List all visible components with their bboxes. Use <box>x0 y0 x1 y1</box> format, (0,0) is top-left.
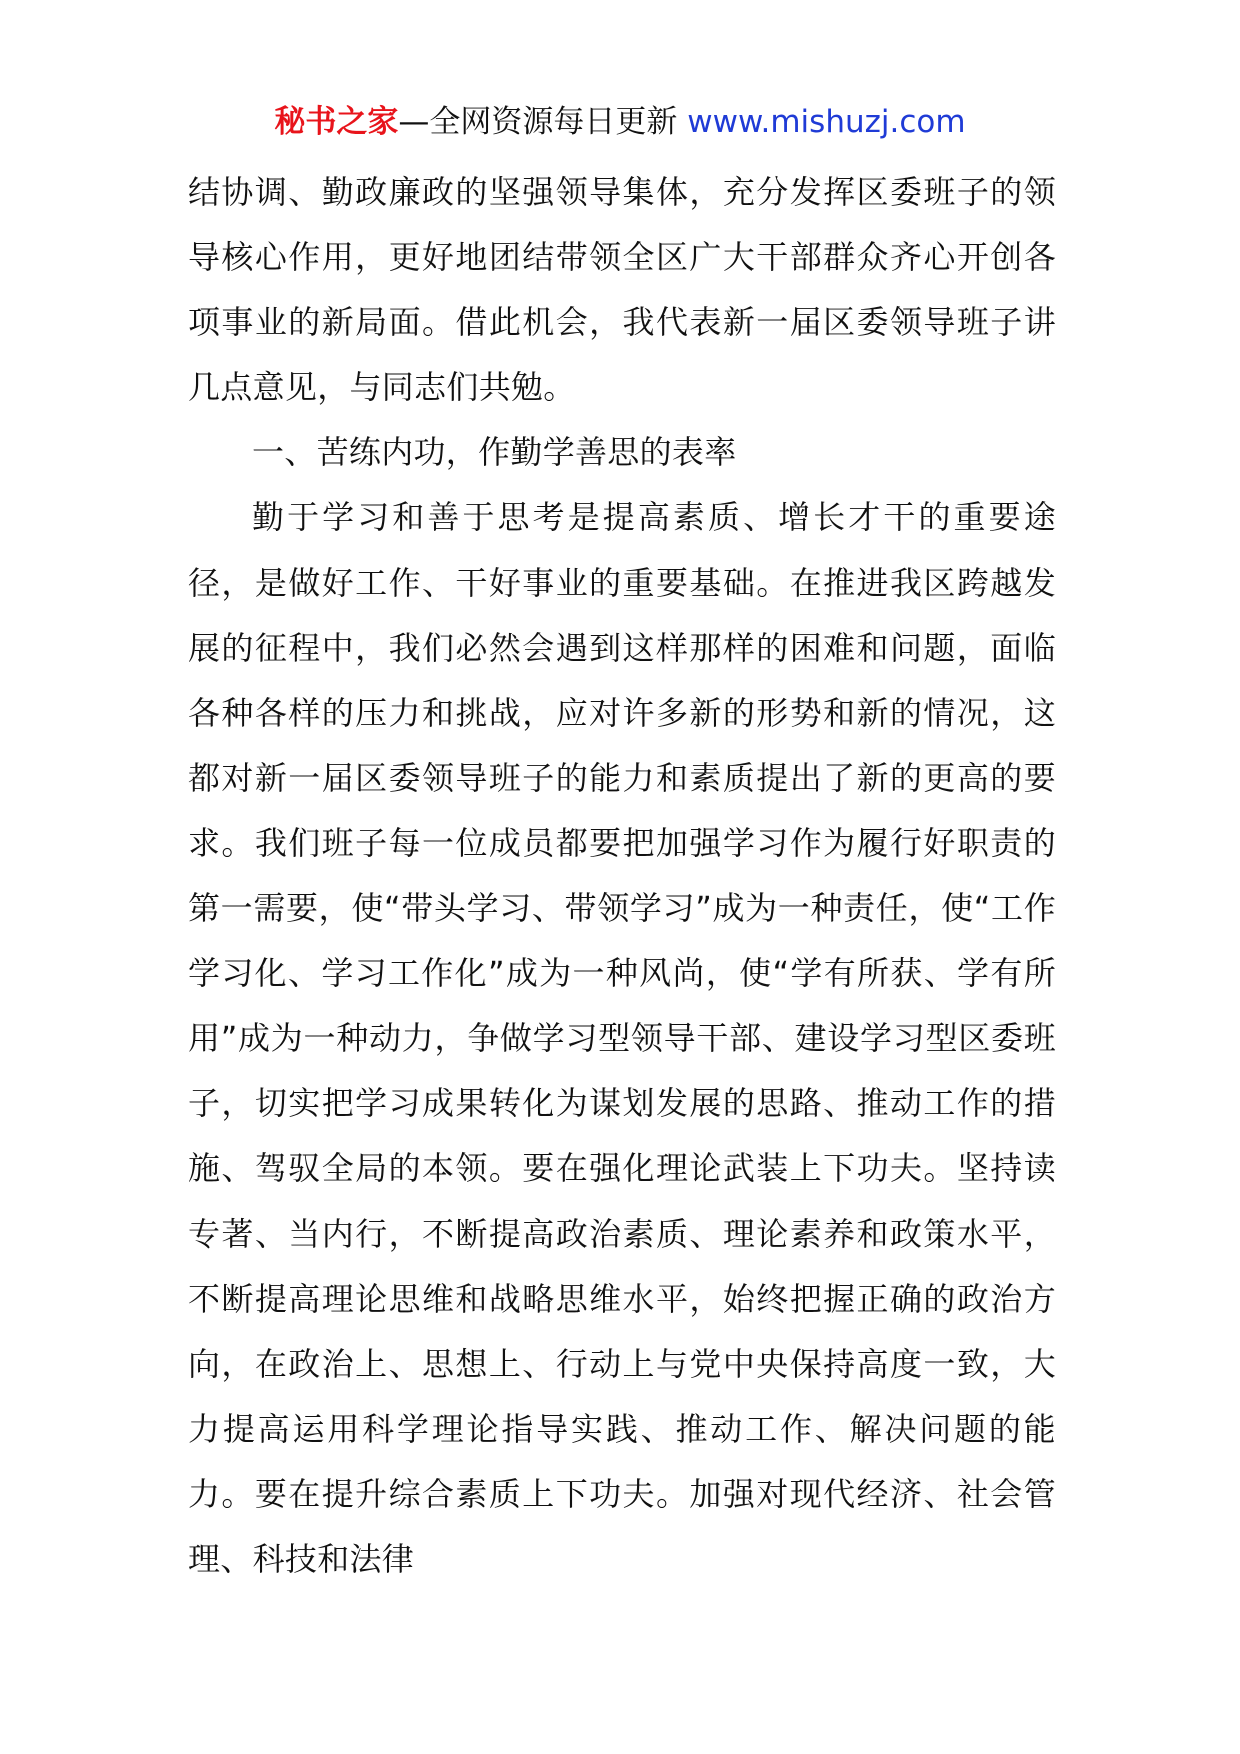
page-header <box>0 100 1240 144</box>
paragraph-continuation: 结协调、勤政廉政的坚强领导集体，充分发挥区委班子的领导核心作用，更好地团结带领全区广大干部群众齐心开创各项事业的新局面。借此机会，我代表新一届区委领导班子讲几点意见，与同志们共勉。 <box>188 173 1056 407</box>
paragraph: 勤于学习和善于思考是提高素质、增长才干的重要途径，是做好工作、干好事业的重要基础。在推进我区跨越发展的征程中，我们必然会遇到这样那样的困难和问题，面临各种各样的压力和挑战，应对许多新的形势和新的情况，这都对新一届区委领导班子的能力和素质提出了新的更高的要求。我们班子每一位成员都要把加强学习作为履行好职责的第一需要，使“带头学习、带领学习”成为一种责任，使“工作学习化、学习工作化”成为一种风尚，使“学有所获、学有所用”成为一种动力，争做学习型领导干部、建设学习型区委班子，切实把学习成果转化为谋划发展的思路、推动工作的措施、驾驭全局的本领。要在强化理论武装上下功夫。坚持读专著、当内行，不断提高政治素质、理论素养和政策水平，不断提高理论思维和战略思维水平，始终把握正确的政治方向，在政治上、思想上、行动上与党中央保持高度一致，大力提高运用科学理论指导实践、推动工作、解决问题的能力。要在提升综合素质上下功夫。加强对现代经济、社会管理、科技和法律 <box>188 498 1056 1578</box>
header-slogan: —全网资源每日更新 <box>398 104 688 140</box>
header-brand: 秘书之家 <box>274 104 399 140</box>
document-body <box>188 160 1056 1592</box>
header-url-link[interactable]: www.mishuzj.com <box>687 104 966 140</box>
section-heading: 一、苦练内功，作勤学善思的表率 <box>252 433 737 472</box>
